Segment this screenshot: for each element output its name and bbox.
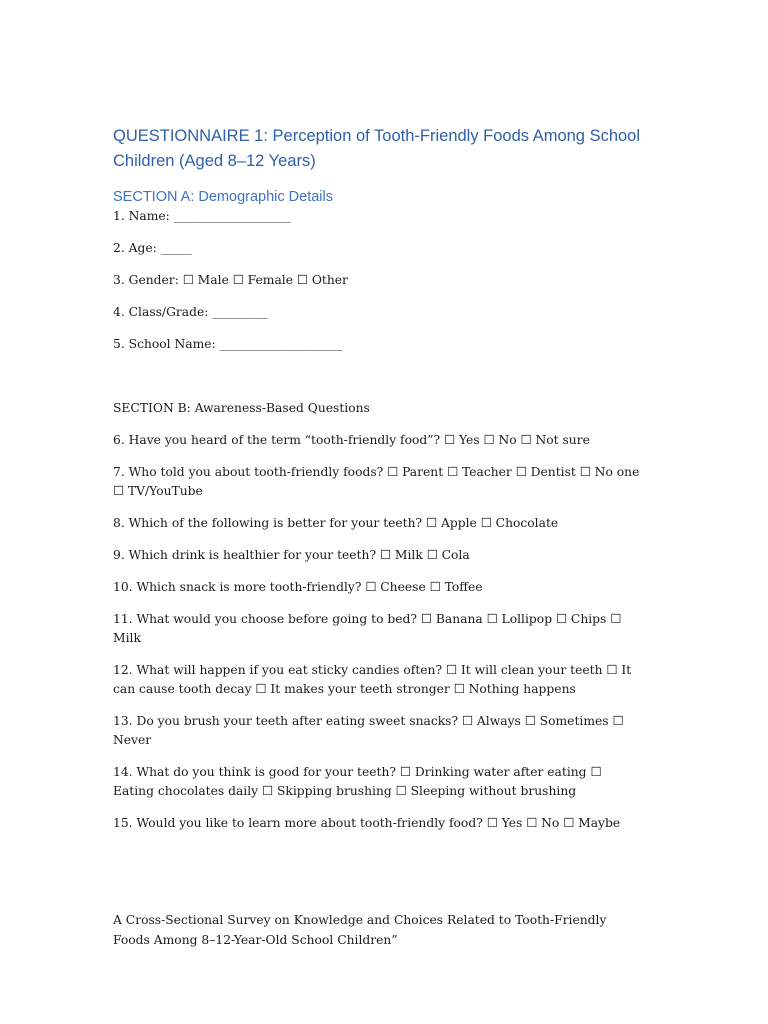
question-11: 11. What would you choose before going to bed? ☐ Banana ☐ Lollipop ☐ Chips ☐ Milk: [113, 612, 622, 645]
question-9: 9. Which drink is healthier for your teeth? ☐ Milk ☐ Cola: [113, 548, 470, 562]
question-school-name: 5. School Name: ____________________: [113, 337, 343, 351]
question-name: 1. Name: ___________________: [113, 209, 291, 223]
question-6: 6. Have you heard of the term “tooth-friendly food”? ☐ Yes ☐ No ☐ Not sure: [113, 433, 590, 447]
section-a-heading: SECTION A: Demographic Details: [113, 189, 333, 205]
page-title: QUESTIONNAIRE 1: Perception of Tooth-Friendly Foods Among School Children (Aged 8–12 Years): [113, 127, 641, 170]
question-13: 13. Do you brush your teeth after eating sweet snacks? ☐ Always ☐ Sometimes ☐ Never: [113, 714, 624, 747]
footer-spacer: [113, 846, 643, 910]
section-b-heading: SECTION B: Awareness-Based Questions: [113, 401, 370, 415]
section-spacer: [113, 367, 643, 399]
section-a-list: [113, 207, 643, 354]
question-class-grade: 4. Class/Grade: _________: [113, 305, 268, 319]
question-10: 10. Which snack is more tooth-friendly? ☐ Cheese ☐ Toffee: [113, 580, 483, 594]
question-15: 15. Would you like to learn more about tooth-friendly food? ☐ Yes ☐ No ☐ Maybe: [113, 816, 621, 830]
question-7: 7. Who told you about tooth-friendly foods? ☐ Parent ☐ Teacher ☐ Dentist ☐ No one ☐ TV/YouTube: [113, 465, 640, 498]
survey-subtitle: A Cross-Sectional Survey on Knowledge and Choices Related to Tooth-Friendly Foods Among 8–12-Year-Old School Children”: [113, 913, 607, 947]
document-page: [113, 124, 643, 950]
section-b-list: [113, 431, 643, 833]
question-8: 8. Which of the following is better for your teeth? ☐ Apple ☐ Chocolate: [113, 516, 559, 530]
question-gender: 3. Gender: ☐ Male ☐ Female ☐ Other: [113, 273, 348, 287]
question-age: 2. Age: _____: [113, 241, 192, 255]
question-14: 14. What do you think is good for your teeth? ☐ Drinking water after eating ☐ Eating chocolates daily ☐ Skipping brushing ☐ Sleeping without brushing: [113, 765, 602, 798]
question-12: 12. What will happen if you eat sticky candies often? ☐ It will clean your teeth ☐ It can cause tooth decay ☐ It makes your teeth stronger ☐ Nothing happens: [113, 663, 632, 696]
